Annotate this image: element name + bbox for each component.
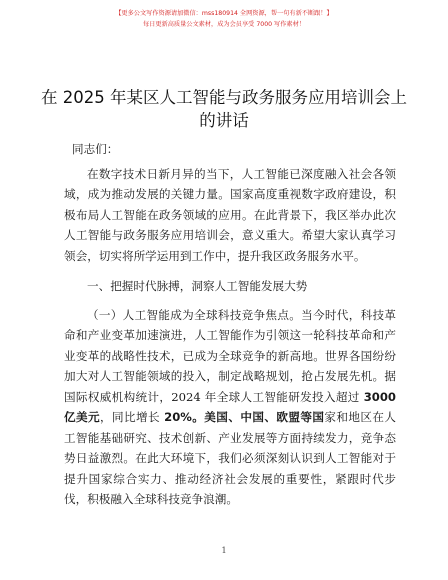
page-number: 1 bbox=[221, 546, 227, 555]
banner-line-2: 每日更新高质量公文素材，成为会员享受 7000 写作素材！ bbox=[143, 21, 305, 28]
subsection-paragraph bbox=[64, 305, 396, 510]
promo-banner bbox=[0, 8, 448, 30]
section-heading: 一、把握时代脉搏，洞察人工智能发展大势 bbox=[87, 279, 308, 293]
subsection-bold-1: 3000 亿美元 bbox=[64, 389, 396, 424]
subsection-text-2: ，同比增长 bbox=[100, 410, 165, 424]
document-body bbox=[64, 139, 396, 510]
subsection-bold-2: 20%。美国、中国、欧盟等国 bbox=[164, 410, 325, 424]
greeting: 同志们： bbox=[72, 142, 119, 156]
subsection-text-3: 家和地区在人工智能基础研究、技术创新、产业发展等方面持续发力，竞争态势日益激烈。在此大环境下，我们必须深刻认识到人工智能对于提升国家综合实力、推动经济社会发展的重要性，紧跟时代步伐，积极融入全球科技竞争浪潮。 bbox=[64, 410, 396, 506]
subsection-text-1: （一）人工智能成为全球科技竞争焦点。当今时代，科技革命和产业变革加速演进，人工智能作为引领这一轮科技革命和产业变革的战略性技术，已成为全球竞争的新高地。世界各国纷纷加大对人工智能领域的投入，制定战略规划，抢占发展先机。据国际权威机构统计，2024 年全球人工智能研发投入超过 bbox=[64, 307, 396, 404]
banner-line-1: 【更多公文写作资源请加微信：mss180914 全网资源，帮一句有新不断跟！】 bbox=[115, 10, 333, 17]
document-title: 在 2025 年某区人工智能与政务服务应用培训会上的讲话 bbox=[41, 88, 407, 130]
intro-paragraph: 在数字技术日新月异的当下，人工智能已深度融入社会各领域，成为推动发展的关键力量。国家高度重视数字政府建设，积极布局人工智能在政务领域的应用。在此背景下，我区举办此次人工智能与政务服务应用培训会，意义重大。希望大家认真学习领会，切实将所学运用到工作中，提升我区政务服务水平。 bbox=[64, 166, 396, 263]
